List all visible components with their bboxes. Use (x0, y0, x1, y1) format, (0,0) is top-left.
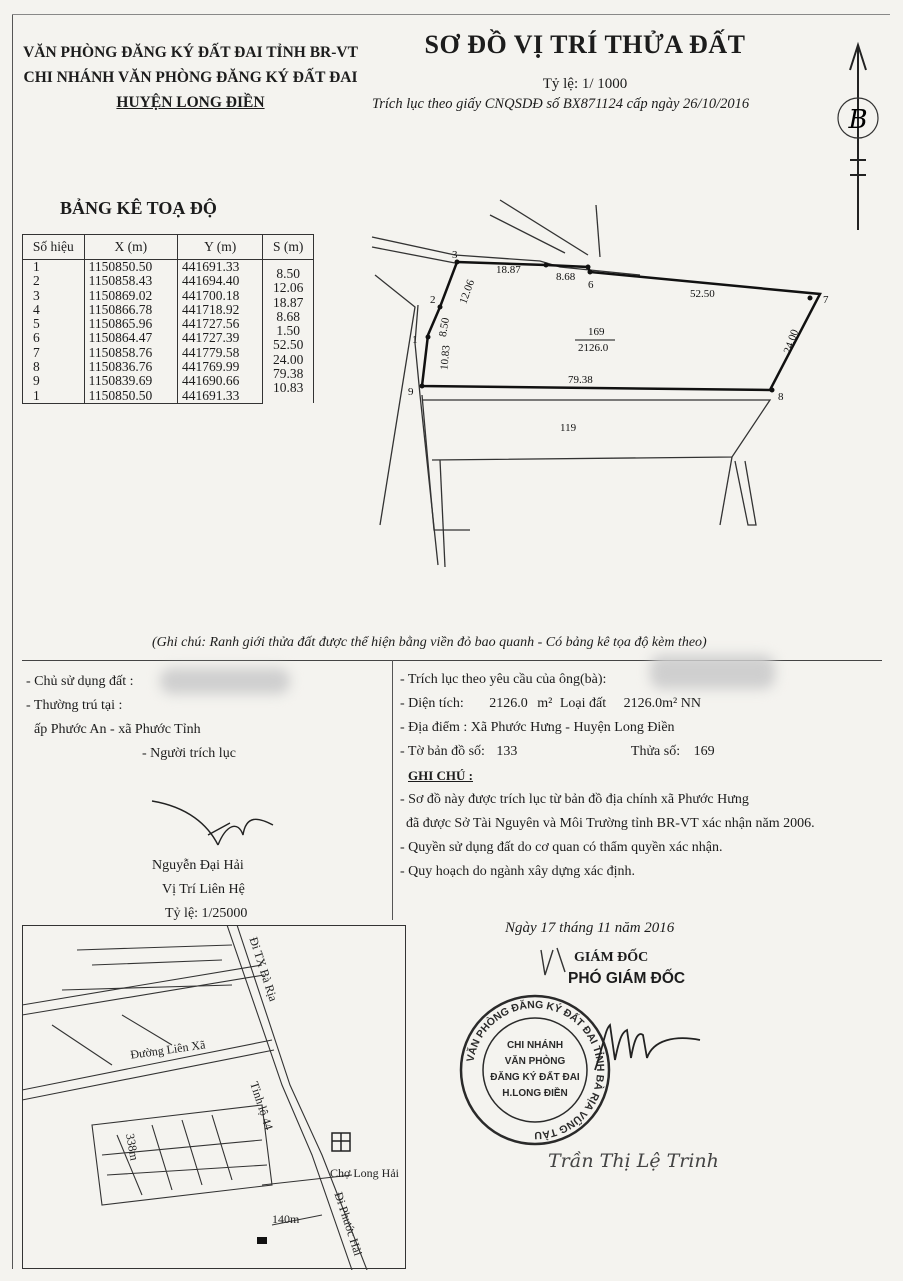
edge-label-2400: 24.00 (781, 327, 802, 356)
coord-row (23, 260, 314, 275)
director-signature (535, 940, 705, 1080)
parcel-label: Thửa số: (630, 744, 681, 759)
coord-cell-y: 441727.56 (177, 317, 262, 331)
seal-line3: ĐĂNG KÝ ĐẤT ĐAI (490, 1072, 580, 1083)
coord-cell-id: 2 (23, 274, 85, 288)
coord-cell-x: 1150839.69 (84, 374, 177, 388)
coord-cell-id: 4 (23, 303, 85, 317)
plot-point-9: 9 (408, 386, 414, 398)
notes-title: GHI CHÚ : (408, 768, 473, 783)
coord-cell-id: 5 (23, 317, 85, 331)
coord-cell-y: 441700.18 (177, 289, 262, 303)
column-divider (392, 660, 393, 920)
plot-point-2: 2 (430, 294, 436, 306)
coord-cell-x: 1150850.50 (84, 260, 177, 275)
director-title: GIÁM ĐỐC (574, 950, 649, 965)
map-road-tinhlo: Tỉnh lộ 44 (247, 1079, 277, 1132)
land-type-label: Loại đất (559, 696, 607, 711)
edge-label-868: 8.68 (556, 271, 576, 283)
map-sheet-label: - Tờ bản đồ số: (400, 744, 485, 759)
coord-table (22, 234, 314, 404)
coord-cell-y: 441727.39 (177, 331, 262, 345)
compass-letter: B (848, 105, 868, 135)
location-value: Xã Phước Hưng - Huyện Long Điền (470, 720, 675, 735)
plot-point-7: 7 (823, 294, 829, 306)
coord-distance: 52.50 (272, 337, 304, 353)
coord-distance: 8.68 (276, 308, 300, 324)
edge-label-7938: 79.38 (568, 374, 593, 386)
extractor-name: Nguyễn Đại Hải (152, 858, 244, 873)
map-road-lienxa: Đường Liên Xã (129, 1037, 207, 1062)
parcel-number: 169 (588, 326, 605, 338)
coord-header-s: S (m) (263, 235, 314, 260)
residence-value: ấp Phước An - xã Phước Tỉnh (34, 722, 201, 737)
page-border-left (12, 14, 13, 1269)
coord-cell-y: 441690.66 (177, 374, 262, 388)
parcel-location-marker (257, 1237, 267, 1244)
edge-label-850: 8.50 (436, 316, 453, 338)
coord-cell-id: 8 (23, 360, 85, 374)
seal-line4: H.LONG ĐIỀN (502, 1088, 568, 1099)
map-sheet-value: 133 (496, 744, 518, 759)
coord-cell-y: 441769.99 (177, 360, 262, 374)
land-type-value: 2126.0m² NN (623, 696, 701, 711)
seal-line2: VĂN PHÒNG (504, 1056, 566, 1067)
location-map (22, 925, 406, 1270)
coord-cell-y: 441694.40 (177, 274, 262, 288)
map-dist-338: 338m (123, 1132, 142, 1162)
location-label: - Địa điểm : (400, 720, 468, 735)
coord-cell-id: 3 (23, 289, 85, 303)
coord-cell-id: 1 (23, 389, 85, 404)
plot-point-1: 1 (412, 334, 418, 346)
document-title: SƠ ĐỒ VỊ TRÍ THỬA ĐẤT (424, 30, 746, 59)
note-item-3: - Quyền sử dụng đất do cơ quan có thẩm quyền xác nhận. (400, 840, 723, 855)
extract-note: Trích lục theo giấy CNQSDĐ số BX871124 cấp ngày 26/10/2016 (372, 96, 750, 112)
location-map-heading: Vị Trí Liên Hệ (162, 882, 245, 897)
page-border-top (12, 14, 890, 15)
market-icon (332, 1133, 350, 1151)
coord-table-title: BẢNG KÊ TOẠ ĐỘ (60, 198, 217, 218)
coord-cell-x: 1150866.78 (84, 303, 177, 317)
coord-header-x: X (m) (84, 235, 177, 260)
map-dist-140: 140m (272, 1212, 300, 1226)
coord-cell-id: 1 (23, 260, 85, 275)
parcel-area: 2126.0 (578, 342, 609, 354)
note-item-4: - Quy hoạch do ngành xây dựng xác định. (400, 864, 636, 879)
coord-distance: 18.87 (272, 294, 304, 310)
office-line1: VĂN PHÒNG ĐĂNG KÝ ĐẤT ĐAI TỈNH BR-VT (23, 44, 358, 61)
note-item-1: - Sơ đồ này được trích lục từ bản đồ địa chính xã Phước Hưng (400, 792, 749, 807)
coord-distance: 1.50 (276, 323, 300, 339)
extractor-signature (148, 795, 278, 865)
area-value: 2126.0 (489, 696, 528, 711)
coord-distance: 24.00 (272, 351, 304, 367)
redacted-owner-name (160, 668, 290, 694)
boundary-note: (Ghi chú: Ranh giới thửa đất được thể hiện bằng viền đỏ bao quanh - Có bảng kê tọa độ kèm theo) (152, 635, 707, 650)
office-line3: HUYỆN LONG ĐIỀN (116, 94, 265, 111)
redacted-requester-name (650, 655, 775, 689)
edge-label-1083: 10.83 (438, 344, 453, 371)
extractor-label: - Người trích lục (142, 746, 236, 761)
coord-cell-id: 7 (23, 346, 85, 360)
coord-distance: 12.06 (272, 280, 304, 296)
coord-cell-x: 1150850.50 (84, 389, 177, 404)
owner-label: - Chủ sử dụng đất : (26, 674, 134, 689)
coord-cell-x: 1150836.76 (84, 360, 177, 374)
plot-point-8: 8 (778, 391, 784, 403)
office-header (18, 40, 363, 115)
location-map-scale: Tỷ lệ: 1/25000 (165, 906, 248, 921)
coord-distance: 10.83 (272, 380, 304, 396)
coord-cell-x: 1150858.76 (84, 346, 177, 360)
neighbor-parcel: 119 (560, 422, 577, 434)
request-label: - Trích lục theo yêu cầu của ông(bà): (400, 672, 607, 687)
request-info (400, 668, 890, 884)
area-unit: m² (537, 696, 553, 711)
edge-label-1887: 18.87 (496, 264, 521, 276)
map-to-phuochai: Đi Phước Hải (331, 1190, 366, 1258)
coord-cell-y: 441691.33 (177, 260, 262, 275)
residence-label: - Thường trú tại : (26, 698, 123, 713)
parcel-value: 169 (693, 744, 715, 759)
coord-cell-id: 6 (23, 331, 85, 345)
parcel-plot (360, 195, 830, 575)
coord-cell-y: 441691.33 (177, 389, 262, 404)
plot-point-6: 6 (588, 279, 594, 291)
plot-point-3: 3 (452, 249, 458, 261)
edge-label-1206: 12.06 (457, 278, 478, 306)
coord-header-y: Y (m) (177, 235, 262, 260)
coord-cell-x: 1150858.43 (84, 274, 177, 288)
sign-date: Ngày 17 tháng 11 năm 2016 (505, 920, 675, 936)
seal-ring-text: VĂN PHÒNG ĐĂNG KÝ ĐẤT ĐAI TỈNH BÀ RỊA VŨNG TÀU (464, 998, 607, 1142)
coord-distance: 79.38 (272, 366, 304, 382)
map-to-baria: Đi TX Bà Rịa (246, 935, 281, 1004)
office-line2: CHI NHÁNH VĂN PHÒNG ĐĂNG KÝ ĐẤT ĐAI (23, 69, 358, 86)
coord-distances (263, 260, 314, 404)
seal-line1: CHI NHÁNH (506, 1040, 564, 1051)
coord-cell-id: 9 (23, 374, 85, 388)
north-arrow-icon (828, 40, 888, 240)
deputy-director-title: PHÓ GIÁM ĐỐC (568, 970, 686, 987)
coord-cell-x: 1150869.02 (84, 289, 177, 303)
note-item-2: đã được Sở Tài Nguyên và Môi Trường tỉnh BR-VT xác nhận năm 2006. (406, 816, 815, 831)
plot-scale: Tỷ lệ: 1/ 1000 (542, 76, 628, 92)
coord-header-id: Số hiệu (23, 235, 85, 260)
coord-cell-y: 441779.58 (177, 346, 262, 360)
coord-distance: 8.50 (276, 266, 300, 281)
edge-label-5250: 52.50 (690, 288, 715, 300)
signer-name: Trần Thị Lệ Trinh (548, 1150, 719, 1172)
coord-cell-x: 1150864.47 (84, 331, 177, 345)
coord-cell-y: 441718.92 (177, 303, 262, 317)
area-label: - Diện tích: (400, 696, 464, 711)
map-market-label: Chợ Long Hải (330, 1166, 400, 1180)
coord-cell-x: 1150865.96 (84, 317, 177, 331)
